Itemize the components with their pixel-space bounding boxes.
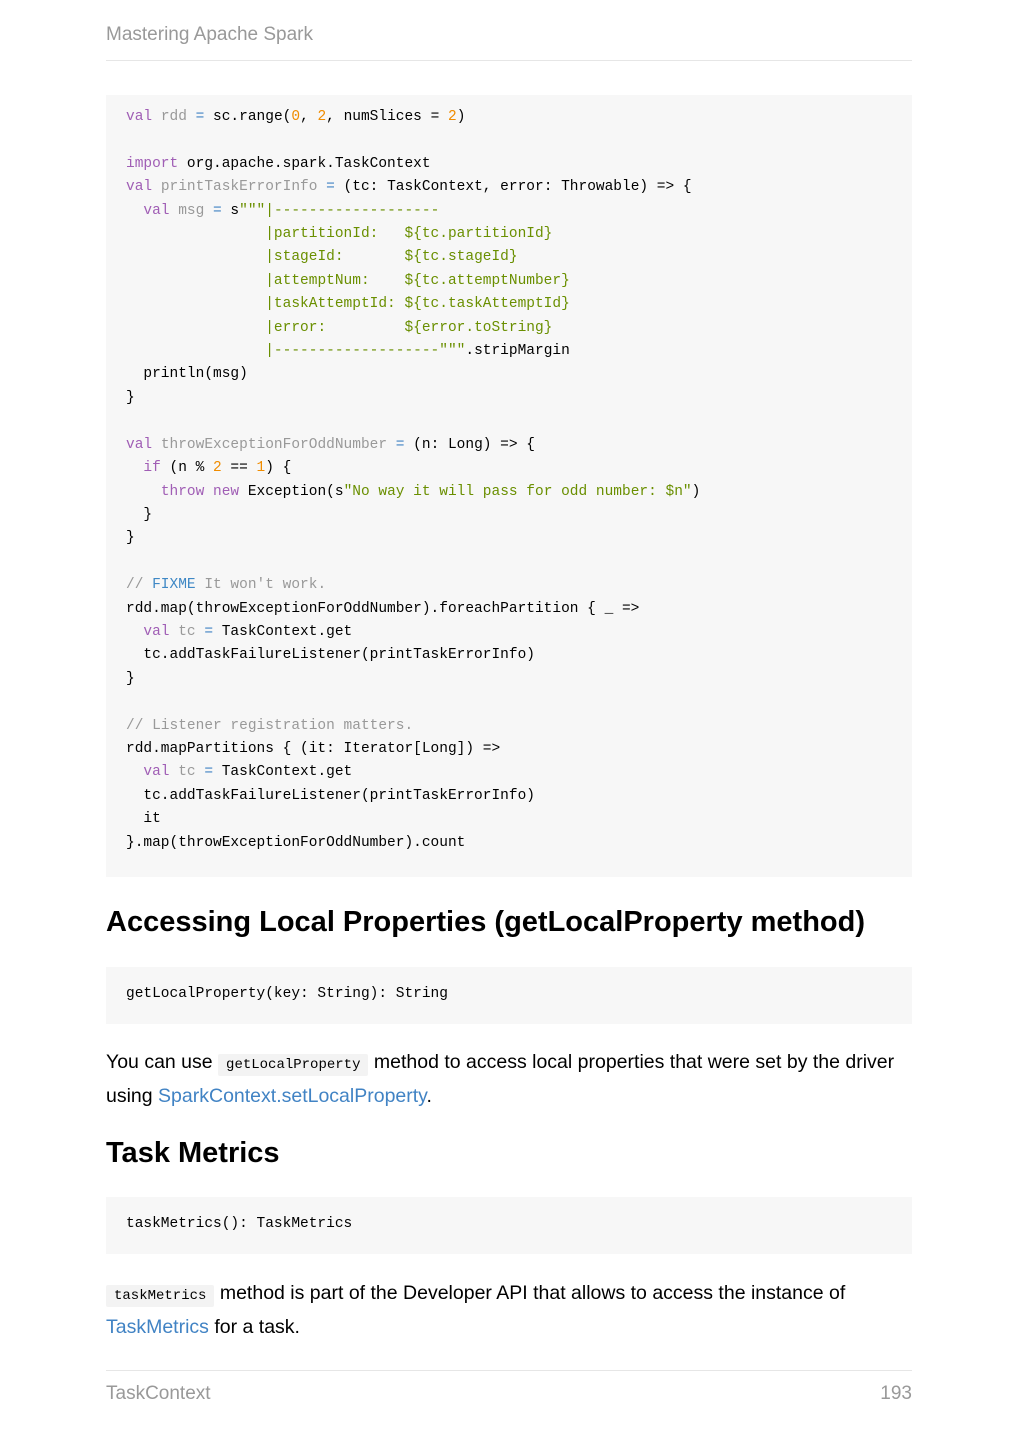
code-token: // Listener registration matters. (126, 717, 414, 734)
code-token: sc.range( (213, 109, 292, 125)
code-token: 1 (256, 460, 266, 477)
code-token: throwExceptionForOddNumber (160, 436, 388, 453)
code-token: val (143, 623, 170, 640)
code-block-taskmetrics-signature (106, 1197, 912, 1254)
code-token: val (126, 179, 153, 196)
code-token: tc (178, 623, 196, 640)
code-token: == (221, 460, 257, 477)
code-token: rdd (160, 109, 187, 125)
paragraph-text: method to access local properties that were set by the driver using (106, 1051, 895, 1107)
code-token: |------------------- (265, 343, 440, 360)
code-token: tc (178, 764, 196, 781)
code-token: 0 (291, 109, 301, 125)
code-token: """|------------------- (239, 202, 440, 219)
code-token: ) { (265, 460, 292, 477)
inline-code: taskMetrics (106, 1285, 214, 1307)
paragraph-text: . (426, 1085, 432, 1107)
code-block-task-failure-listener (106, 95, 912, 877)
code-token: |taskAttemptId: ${tc.taskAttemptId} (265, 296, 570, 313)
code-line: } (126, 506, 153, 523)
code-token: ) (456, 109, 466, 125)
code-token: if (143, 460, 161, 477)
code-token: 2 (317, 109, 327, 125)
code-token: new (213, 483, 240, 500)
code-token: = (213, 202, 222, 219)
code-token: // (126, 577, 153, 594)
code-token: = (395, 436, 405, 453)
code-token: .stripMargin (465, 343, 570, 360)
code-line: } (126, 530, 135, 547)
code-token: s (221, 202, 240, 219)
paragraph-text: method is part of the Developer API that allows to access the instance of (214, 1282, 846, 1304)
code-token: val (126, 109, 153, 125)
code-token: TaskContext.get (213, 764, 353, 781)
code-token: FIXME (152, 577, 196, 594)
code-token: |error: ${error.toString} (265, 319, 553, 336)
code-token: throw (160, 483, 205, 500)
header-divider (106, 60, 912, 61)
code-block-getlocalproperty-signature (106, 967, 912, 1024)
paragraph-text: for a task. (208, 1316, 300, 1338)
code-token: Exception(s (239, 483, 344, 500)
code-token: |partitionId: ${tc.partitionId} (265, 226, 553, 243)
code-token: "No way it will pass for odd number: $n" (343, 483, 692, 500)
section-heading-task-metrics: Task Metrics (106, 1137, 280, 1169)
code-token: = (204, 764, 214, 781)
code-token: """ (439, 343, 466, 360)
code-token: = (326, 179, 335, 196)
code-token: , (300, 109, 318, 125)
code-token: (n: Long) => { (404, 436, 535, 453)
running-header: Mastering Apache Spark (106, 24, 314, 45)
code-token: 2 (213, 460, 222, 477)
code-line: tc.addTaskFailureListener(printTaskErrorInfo) (126, 647, 535, 664)
code-signature: taskMetrics(): TaskMetrics (126, 1216, 353, 1232)
section-heading-local-properties: Accessing Local Properties (getLocalProperty method) (106, 906, 866, 938)
code-line: rdd.map(throwExceptionForOddNumber).foreachPartition { _ => (126, 600, 640, 617)
code-token: (tc: TaskContext, error: Throwable) => { (334, 179, 692, 196)
code-token: |stageId: ${tc.stageId} (265, 249, 518, 266)
page-number: 193 (880, 1383, 912, 1404)
code-line: rdd.mapPartitions { (it: Iterator[Long]) => (126, 740, 501, 757)
paragraph-local-properties (106, 1047, 912, 1112)
code-token: = (195, 109, 205, 125)
footer-chapter-title: TaskContext (106, 1383, 211, 1404)
code-token: = (204, 623, 214, 640)
code-line: } (126, 389, 135, 406)
code-token: val (126, 436, 153, 453)
code-line: it (126, 811, 161, 828)
footer-divider (106, 1370, 912, 1371)
code-line: }.map(throwExceptionForOddNumber).count (126, 834, 466, 851)
code-line: println(msg) (126, 366, 248, 383)
code-token: (n % (160, 460, 214, 477)
code-line: } (126, 670, 135, 687)
code-token: org.apache.spark.TaskContext (178, 155, 431, 172)
link-taskmetrics[interactable]: TaskMetrics (106, 1316, 209, 1338)
code-token: 2 (448, 109, 457, 125)
code-signature: getLocalProperty(key: String): String (126, 986, 448, 1002)
code-token: printTaskErrorInfo (160, 179, 318, 196)
paragraph-task-metrics (106, 1278, 912, 1343)
code-token: val (143, 764, 170, 781)
code-token: val (143, 202, 170, 219)
paragraph-text: You can use (106, 1051, 219, 1073)
inline-code: getLocalProperty (218, 1054, 368, 1076)
code-token: , numSlices = (326, 109, 448, 125)
code-line: tc.addTaskFailureListener(printTaskErrorInfo) (126, 787, 535, 804)
code-token: ) (691, 483, 701, 500)
code-token: TaskContext.get (213, 623, 353, 640)
code-token: import (126, 155, 179, 172)
link-sparkcontext-setlocalproperty[interactable]: SparkContext.setLocalProperty (158, 1085, 427, 1107)
code-listing (126, 106, 892, 855)
code-token: msg (178, 202, 205, 219)
code-token: It won't work. (195, 577, 327, 594)
code-token: |attemptNum: ${tc.attemptNumber} (265, 272, 570, 289)
